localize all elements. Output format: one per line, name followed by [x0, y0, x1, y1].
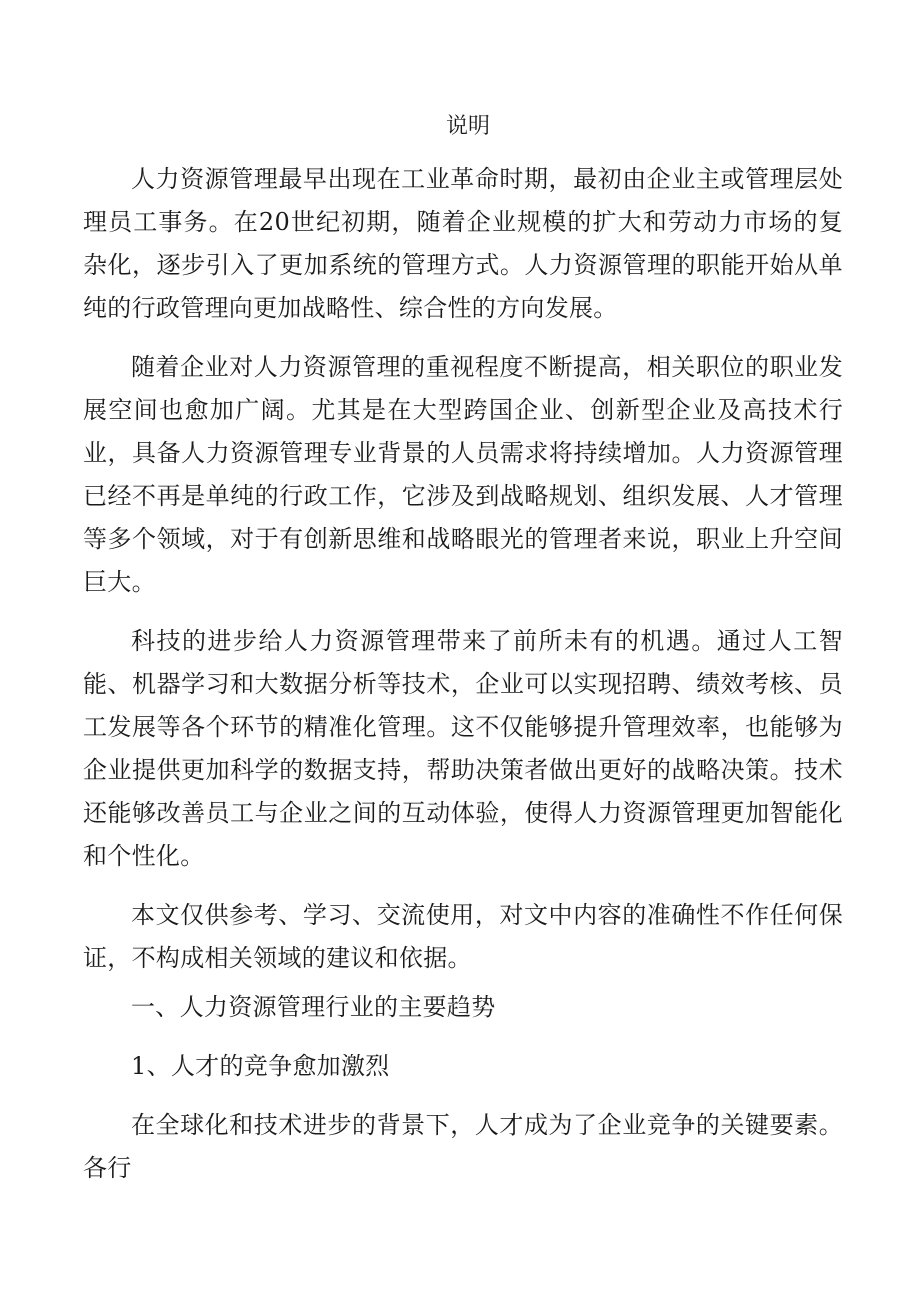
paragraph-technology: 科技的进步给人力资源管理带来了前所未有的机遇。通过人工智能、机器学习和大数据分析等技术，企业可以实现招聘、绩效考核、员工发展等各个环节的精准化管理。这不仅能够提升管理效率，也能够为企业提供更加科学的数据支持，帮助决策者做出更好的战略决策。技术还能够改善员工与企业之间的互动体验，使得人力资源管理更加智能化和个性化。	[83, 627, 843, 870]
paragraph-history: 人力资源管理最早出现在工业革命时期，最初由企业主或管理层处理员工事务。在20世纪初期，随着企业规模的扩大和劳动力市场的复杂化，逐步引入了更加系统的管理方式。人力资源管理的职能开始从单纯的行政管理向更加战略性、综合性的方向发展。	[83, 165, 843, 322]
paragraph-career: 随着企业对人力资源管理的重视程度不断提高，相关职位的职业发展空间也愈加广阔。尤其是在大型跨国企业、创新型企业及高技术行业，具备人力资源管理专业背景的人员需求将持续增加。人力资源管理已经不再是单纯的行政工作，它涉及到战略规划、组织发展、人才管理等多个领域，对于有创新思维和战略眼光的管理者来说，职业上升空间巨大。	[83, 353, 843, 596]
paragraph-disclaimer: 本文仅供参考、学习、交流使用，对文中内容的准确性不作任何保证，不构成相关领域的建议和依据。	[83, 901, 843, 972]
document-page	[83, 108, 843, 1190]
paragraph-talent: 在全球化和技术进步的背景下，人才成为了企业竞争的关键要素。各行	[83, 1111, 843, 1182]
subsection-heading: 1、人才的竞争愈加激烈	[131, 1052, 390, 1080]
document-title: 说明	[445, 114, 490, 139]
section-heading: 一、人力资源管理行业的主要趋势	[131, 993, 496, 1021]
